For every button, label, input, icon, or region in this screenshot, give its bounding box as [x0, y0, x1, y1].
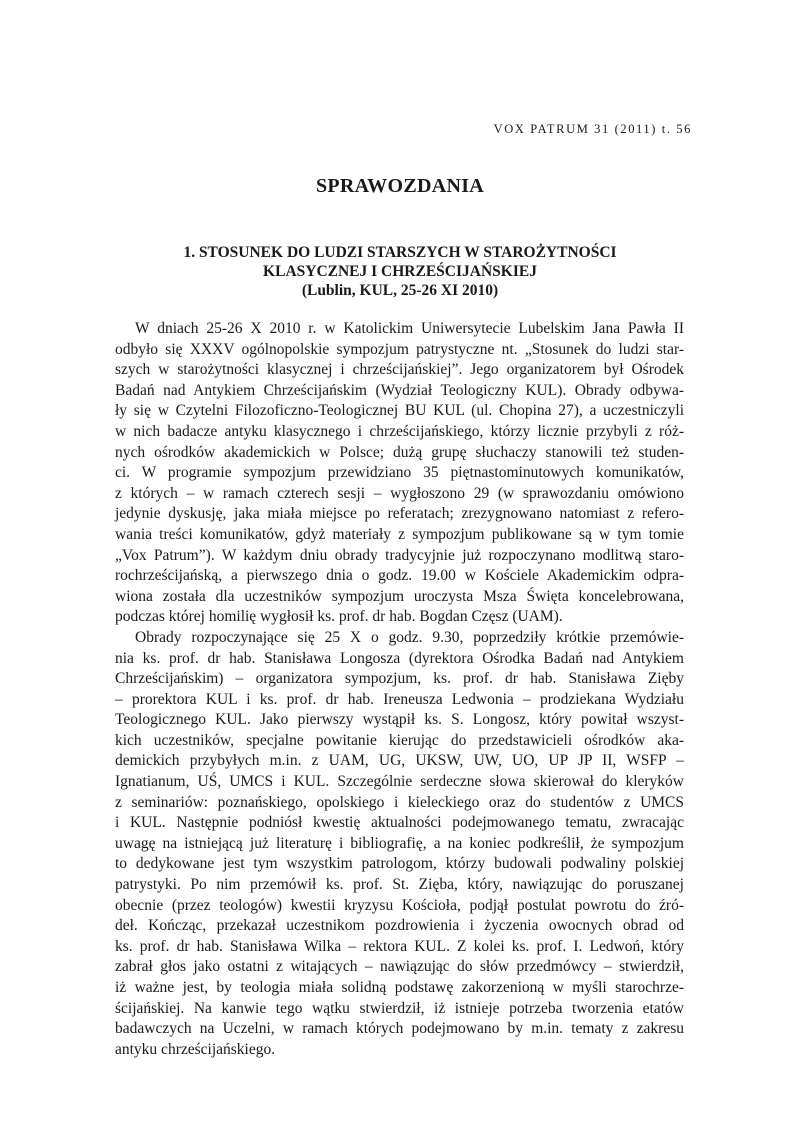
text-line: i KUL. Następnie podniósł kwestię aktualności podejmowanego tematu, zwracając — [115, 814, 684, 832]
text-line: podczas której homilię wygłosił ks. prof. dr hab. Bogdan Częsz (UAM). — [115, 608, 563, 626]
text-line: z których – w ramach czterech sesji – wygłoszono 29 (w sprawozdaniu omówiono — [115, 484, 684, 502]
text-line: „Vox Patrum”). W każdym dniu obrady tradycyjnie już rozpoczynano modlitwą staro- — [115, 546, 684, 564]
text-line: odbyło się XXXV ogólnopolskie sympozjum patrystyczne nt. „Stosunek do ludzi star- — [115, 340, 684, 358]
text-line: ścijańskiej. Na kanwie tego wątku stwierdził, iż istnieje potrzeba tworzenia etatów — [115, 999, 684, 1017]
text-line: zabrał głos jako ostatni z witających – nawiązując do słów przedmówcy – stwierdził, — [115, 958, 684, 976]
text-line: Teologicznego KUL. Jako pierwszy wystąpił ks. S. Longosz, który powitał wszyst- — [115, 711, 684, 729]
text-line: wania treści komunikatów, gdyż materiały z sympozjum publikowane są w tym tomie — [115, 525, 684, 543]
report-title — [130, 243, 670, 300]
text-line: obecnie (przez teologów) kwestii kryzysu Kościoła, podjął postulat powrotu do źró- — [115, 896, 684, 914]
text-line: patrystyki. Po nim przemówił ks. prof. St. Zięba, który, nawiązując do poruszanej — [115, 876, 684, 894]
text-line: z seminariów: poznańskiego, opolskiego i kieleckiego oraz do studentów z UMCS — [115, 793, 684, 811]
section-title: SPRAWOZDANIA — [315, 175, 485, 197]
text-line: Badań nad Antykiem Chrześcijańskim (Wydział Teologiczny KUL). Obrady odbywa- — [115, 381, 684, 399]
text-line: badawczych na Uczelni, w ramach których podejmowano by m.in. tematy z zakresu — [115, 1020, 684, 1038]
text-line: – prorektora KUL i ks. prof. dr hab. Ireneusza Ledwonia – prodziekana Wydziału — [115, 690, 684, 708]
running-header: VOX PATRUM 31 (2011) t. 56 — [493, 122, 692, 136]
text-line: wiona została dla uczestników sympozjum uroczysta Msza Święta koncelebrowana, — [115, 587, 684, 605]
text-line: W dniach 25-26 X 2010 r. w Katolickim Uniwersytecie Lubelskim Jana Pawła II — [135, 320, 684, 337]
text-line: ci. W programie sympozjum przewidziano 35 piętnastominutowych komunikatów, — [115, 464, 684, 482]
text-line: szych w starożytności klasycznej i chrześcijańskiej”. Jego organizatorem był Ośrodek — [115, 361, 684, 379]
text-line: deł. Kończąc, przekazał uczestnikom pozdrowienia i życzenia owocnych obrad od — [115, 917, 684, 935]
text-line: w nich badacze antyku klasycznego i chrześcijańskiego, którzy licznie przybyli z róż- — [115, 422, 684, 440]
text-line: iż ważne jest, by teologia miała solidną podstawę zakorzenioną w myśli starochrze- — [115, 979, 684, 996]
text-line: ks. prof. dr hab. Stanisława Wilka – rektora KUL. Z kolei ks. prof. I. Ledwoń, który — [115, 937, 684, 955]
text-line: nych ośrodków akademickich w Polsce; dużą grupę słuchaczy stanowili też studen- — [115, 443, 684, 461]
text-line: nia ks. prof. dr hab. Stanisława Longosza (dyrektora Ośrodka Badań nad Antykiem — [115, 649, 684, 667]
text-line: rochrześcijańską, a pierwszego dnia o godz. 19.00 w Kościele Akademickim odpra- — [115, 567, 684, 585]
text-line: jedynie dyskusję, jaka miała miejsce po referatach; zrezygnowano natomiast z refero- — [115, 505, 684, 523]
text-line: Obrady rozpoczynające się 25 X o godz. 9.30, poprzedziły krótkie przemówie- — [135, 628, 684, 646]
text-line: Ignatianum, UŚ, UMCS i KUL. Szczególnie serdeczne słowa skierował do kleryków — [115, 773, 684, 791]
text-line: ły się w Czytelni Filozoficzno-Teologicznej BU KUL (ul. Chopina 27), a uczestniczyli — [115, 402, 684, 420]
text-line: to dedykowane jest tym wszystkim patrologom, którzy budowali podwaliny polskiej — [115, 855, 684, 873]
text-line: Chrześcijańskim) – organizatora sympozjum, ks. prof. dr hab. Stanisława Zięby — [115, 670, 684, 688]
text-line: kich uczestników, specjalne powitanie kierując do przedstawicieli ośrodków aka- — [115, 731, 684, 749]
text-line: uwagę na istniejącą już literaturę i bibliografię, a na koniec podkreślił, że sympozjum — [115, 834, 684, 852]
text-line: antyku chrześcijańskiego. — [115, 1040, 276, 1058]
report-title-line: (Lublin, KUL, 25-26 XI 2010) — [301, 282, 499, 299]
report-title-line: KLASYCZNEJ I CHRZEŚCIJAŃSKIEJ — [263, 263, 537, 280]
text-line: demickich przybyłych m.in. z UAM, UG, UKSW, UW, UO, UP JP II, WSFP – — [115, 752, 684, 770]
report-body — [115, 319, 684, 1060]
report-title-line: 1. STOSUNEK DO LUDZI STARSZYCH W STAROŻYTNOŚCI — [183, 244, 617, 261]
